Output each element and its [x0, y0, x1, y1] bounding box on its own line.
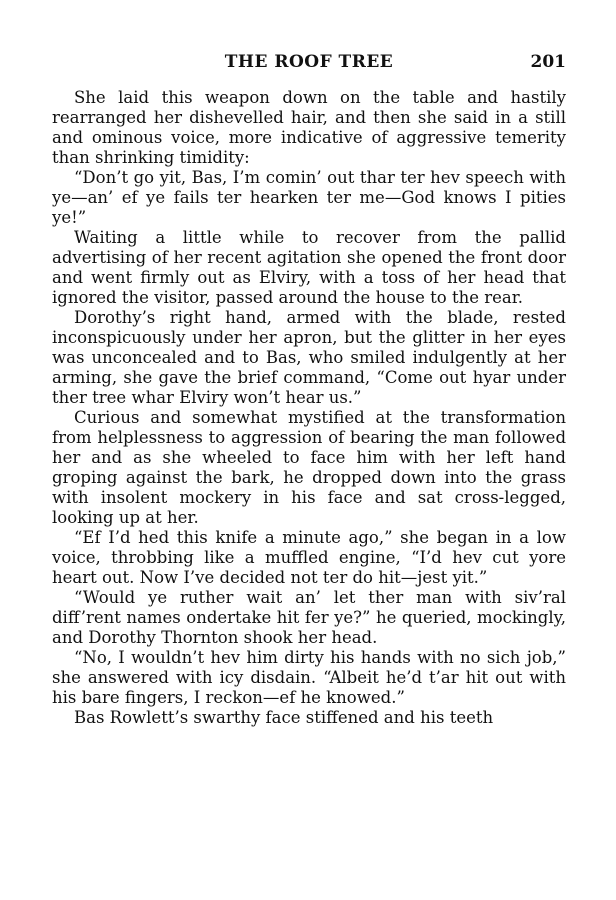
paragraph: Dorothy’s right hand, armed with the blade, rested inconspicuously under her apron, but the glitter in her eyes was unconcealed and to Bas, who smiled indulgently at her arming, she gave the brief command, “Come out hyar under ther tree whar Elviry won’t hear us.”	[52, 308, 566, 407]
paragraph: She laid this weapon down on the table and hastily rearranged her dishevelled hair, and then she said in a still and ominous voice, more indicative of aggressive temerity than shrinking timidity:	[52, 88, 566, 167]
paragraph: “No, I wouldn’t hev him dirty his hands with no sich job,” she answered with icy disdain. “Albeit he’d t’ar hit out with his bare fingers, I reckon—ef he knowed.”	[52, 648, 566, 707]
running-title: THE ROOF TREE	[224, 52, 394, 72]
page-number: 201	[530, 52, 566, 72]
paragraph: “Would ye ruther wait an’ let ther man with siv’ral diff’rent names ondertake hit fer ye?” he queried, mockingly, and Dorothy Thornton shook her head.	[52, 588, 566, 647]
paragraph: “Don’t go yit, Bas, I’m comin’ out thar ter hev speech with ye—an’ ef ye fails ter hearken ter me—God knows I pities ye!”	[52, 168, 566, 227]
paragraph: Waiting a little while to recover from the pallid advertising of her recent agitation she opened the front door and went firmly out as Elviry, with a toss of her head that ignored the visitor, passed around the house to the rear.	[52, 228, 566, 307]
body-text	[52, 88, 566, 728]
paragraph: Curious and somewhat mystified at the transformation from helplessness to aggression of bearing the man followed her and as she wheeled to face him with her left hand groping against the bark, he dropped down into the grass with insolent mockery in his face and sat cross-legged, looking up at her.	[52, 408, 566, 527]
page-header	[52, 52, 566, 78]
paragraph: Bas Rowlett’s swarthy face stiffened and his teeth	[74, 708, 494, 727]
paragraph: “Ef I’d hed this knife a minute ago,” she began in a low voice, throbbing like a muffled engine, “I’d hev cut yore heart out. Now I’ve decided not ter do hit—jest yit.”	[52, 528, 566, 587]
